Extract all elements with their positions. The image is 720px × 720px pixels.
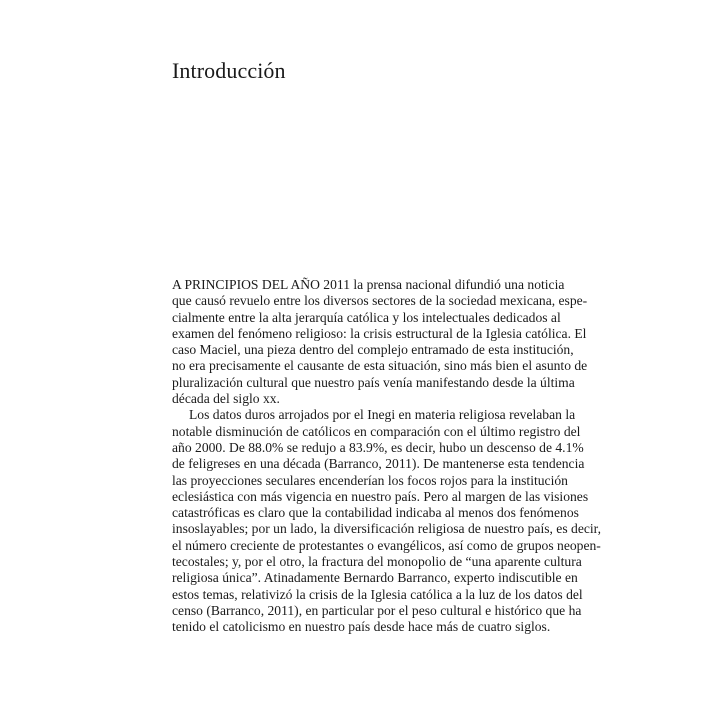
chapter-title: Introducción	[172, 58, 286, 83]
text-line: caso Maciel, una pieza dentro del complejo entramado de esta institución,	[172, 342, 574, 358]
text-line: catastróficas es claro que la contabilidad indicaba al menos dos fenómenos	[172, 505, 579, 521]
paragraph	[172, 407, 602, 635]
text-line: estos temas, relativizó la crisis de la Iglesia católica a la luz de los datos del	[172, 586, 583, 602]
text-line: insoslayables; por un lado, la diversificación religiosa de nuestro país, es decir,	[172, 521, 602, 537]
text-line: las proyecciones seculares encenderían los focos rojos para la institución	[172, 472, 568, 488]
text-line: tecostales; y, por el otro, la fractura del monopolio de “una aparente cultura	[172, 554, 582, 570]
body-text	[172, 277, 602, 636]
text-line: de feligreses en una década (Barranco, 2011). De mantenerse esta tendencia	[172, 456, 585, 472]
text-line: examen del fenómeno religioso: la crisis estructural de la Iglesia católica. El	[172, 325, 587, 341]
text-line: censo (Barranco, 2011), en particular por el peso cultural e histórico que ha	[172, 602, 582, 618]
text-line: año 2000. De 88.0% se redujo a 83.9%, es decir, hubo un descenso de 4.1%	[172, 439, 584, 455]
text-line: no era precisamente el causante de esta situación, sino más bien el asunto de	[172, 358, 588, 374]
text-line: notable disminución de católicos en comparación con el último registro del	[172, 423, 581, 439]
text-line: tenido el catolicismo en nuestro país desde hace más de cuatro siglos.	[172, 619, 551, 635]
paragraph	[172, 277, 588, 407]
text-line: el número creciente de protestantes o evangélicos, así como de grupos neopen-	[172, 537, 601, 553]
text-line: eclesiástica con más vigencia en nuestro país. Pero al margen de las visiones	[172, 488, 589, 504]
text-line: Los datos duros arrojados por el Inegi en materia religiosa revelaban la	[189, 407, 576, 423]
text-line: que causó revuelo entre los diversos sectores de la sociedad mexicana, espe-	[172, 293, 588, 309]
text-line: cialmente entre la alta jerarquía católica y los intelectuales dedicados al	[172, 309, 561, 325]
text-line: religiosa única”. Atinadamente Bernardo Barranco, experto indiscutible en	[172, 570, 578, 586]
text-line: A PRINCIPIOS DEL AÑO 2011 la prensa nacional difundió una noticia	[172, 277, 565, 292]
text-line: década del siglo xx.	[172, 391, 280, 407]
text-line: pluralización cultural que nuestro país venía manifestando desde la última	[172, 374, 575, 390]
